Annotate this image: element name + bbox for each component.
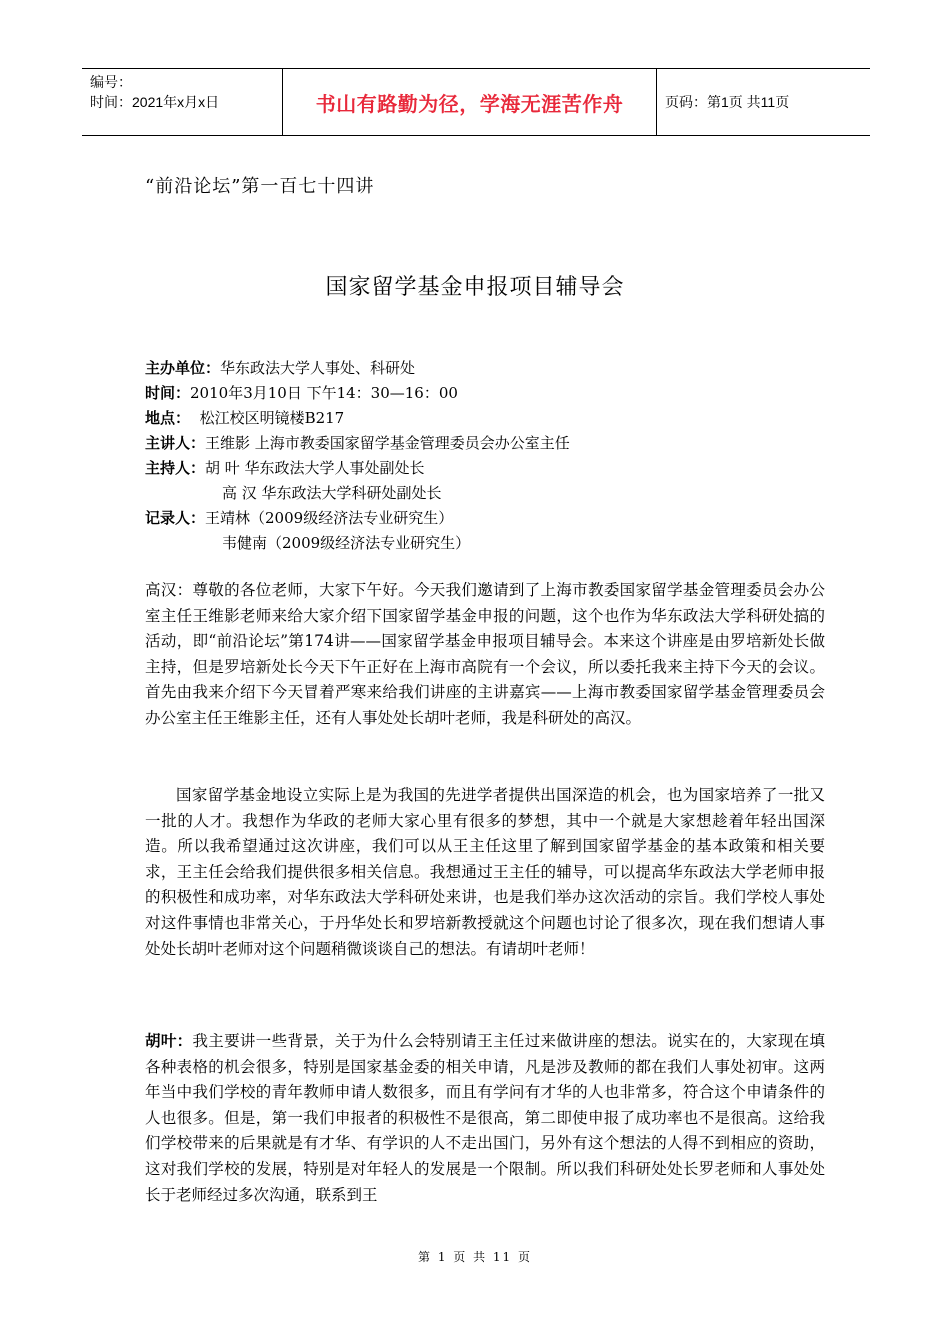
header-date: 时间：2021年x月x日	[90, 94, 220, 110]
organizer-value: 华东政法大学人事处、科研处	[220, 359, 416, 377]
header-left-cell	[82, 69, 282, 135]
page-header	[82, 68, 870, 136]
location-value: 松江校区明镜楼B217	[199, 409, 345, 427]
host-2: 高 汉 华东政法大学科研处副处长	[222, 484, 442, 502]
organizer-label: 主办单位：	[145, 359, 221, 377]
info-host-2	[145, 481, 570, 506]
document-title: 国家留学基金申报项目辅导会	[325, 274, 625, 299]
header-page-number: 页码：第1页 共11页	[665, 94, 790, 110]
time-label: 时间：	[145, 384, 191, 402]
paragraph-foundation-intro: 国家留学基金地设立实际上是为我国的先进学者提供出国深造的机会，也为国家培养了一批又一批的人才。我想作为华政的老师大家心里有很多的梦想，其中一个就是大家想趁着年轻出国深造。所以我希望通过这次讲座，我们可以从王主任这里了解到国家留学基金的基本政策和相关要求，王主任会给我们提供很多相关信息。我想通过王主任的辅导，可以提高华东政法大学老师申报的积极性和成功率，对华东政法大学科研处来讲，也是我们举办这次活动的宗旨。我们学校人事处对这件事情也非常关心，于丹华处长和罗培新教授就这个问题也讨论了很多次，现在我们想请人事处处长胡叶老师对这个问题稍微谈谈自己的想法。有请胡叶老师！	[145, 786, 825, 958]
speaker-value: 王维影 上海市教委国家留学基金管理委员会办公室主任	[205, 434, 570, 452]
header-motto-cell	[282, 69, 657, 135]
paragraph-text: ：尊敬的各位老师，大家下午好。今天我们邀请到了上海市教委国家留学基金管理委员会办公室主任王维影老师来给大家介绍下国家留学基金申报的问题，这个也作为华东政法大学科研处搞的活动，即“前沿论坛”第174讲——国家留学基金申报项目辅导会。本来这个讲座是由罗培新处长做主持，但是罗培新处长今天下午正好在上海市高院有一个会议，所以委托我来主持下今天的会议。首先由我来介绍下今天冒着严寒来给我们讲座的主讲嘉宾——上海市教委国家留学基金管理委员会办公室主任王维影主任，还有人事处处长胡叶老师，我是科研处的高汉。	[145, 581, 825, 727]
info-recorders	[145, 506, 570, 531]
time-value: 2010年3月10日 下午14：30—16：00	[190, 384, 458, 402]
header-motto: 书山有路勤为径，学海无涯苦作舟	[315, 93, 624, 116]
location-label: 地点：	[145, 409, 191, 427]
paragraph-text: 我主要讲一些背景，关于为什么会特别请王主任过来做讲座的想法。说实在的，大家现在填各种表格的机会很多，特别是国家基金委的相关申请，凡是涉及教师的都在我们人事处初审。这两年当中我们学校的青年教师申请人数很多，而且有学问有才华的人也非常多，符合这个申请条件的人也很多。但是，第一我们申报者的积极性不是很高，第二即使申报了成功率也不是很高。这给我们学校带来的后果就是有才华、有学识的人不走出国门，另外有这个想法的人得不到相应的资助，这对我们学校的发展，特别是对年轻人的发展是一个限制。所以我们科研处处长罗老师和人事处处长于老师经过多次沟通，联系到王	[145, 1032, 825, 1204]
header-number: 编号：	[90, 74, 132, 90]
recorder-2: 韦健南（2009级经济法专业研究生）	[222, 534, 471, 552]
info-hosts	[145, 456, 570, 481]
page-footer: 第 1 页 共 11 页	[418, 1250, 532, 1264]
paragraph-huye-remarks	[145, 1028, 825, 1208]
hosts-label: 主持人：	[145, 459, 206, 477]
info-speaker	[145, 431, 570, 456]
info-location	[145, 406, 570, 431]
info-recorder-2	[145, 531, 570, 556]
series-title: “前沿论坛”第一百七十四讲	[145, 176, 375, 197]
paragraph-speaker: 胡叶：	[145, 1031, 193, 1050]
paragraph-speaker: 高汉	[145, 581, 177, 599]
recorders-label: 记录人：	[145, 509, 206, 527]
event-info	[145, 356, 570, 556]
header-page-cell	[657, 69, 870, 135]
info-organizer	[145, 356, 570, 381]
info-time	[145, 381, 570, 406]
host-1: 胡 叶 华东政法大学人事处副处长	[205, 459, 425, 477]
paragraph-gaohan-opening	[145, 578, 825, 732]
speaker-label: 主讲人：	[145, 434, 206, 452]
recorder-1: 王靖林（2009级经济法专业研究生）	[205, 509, 454, 527]
